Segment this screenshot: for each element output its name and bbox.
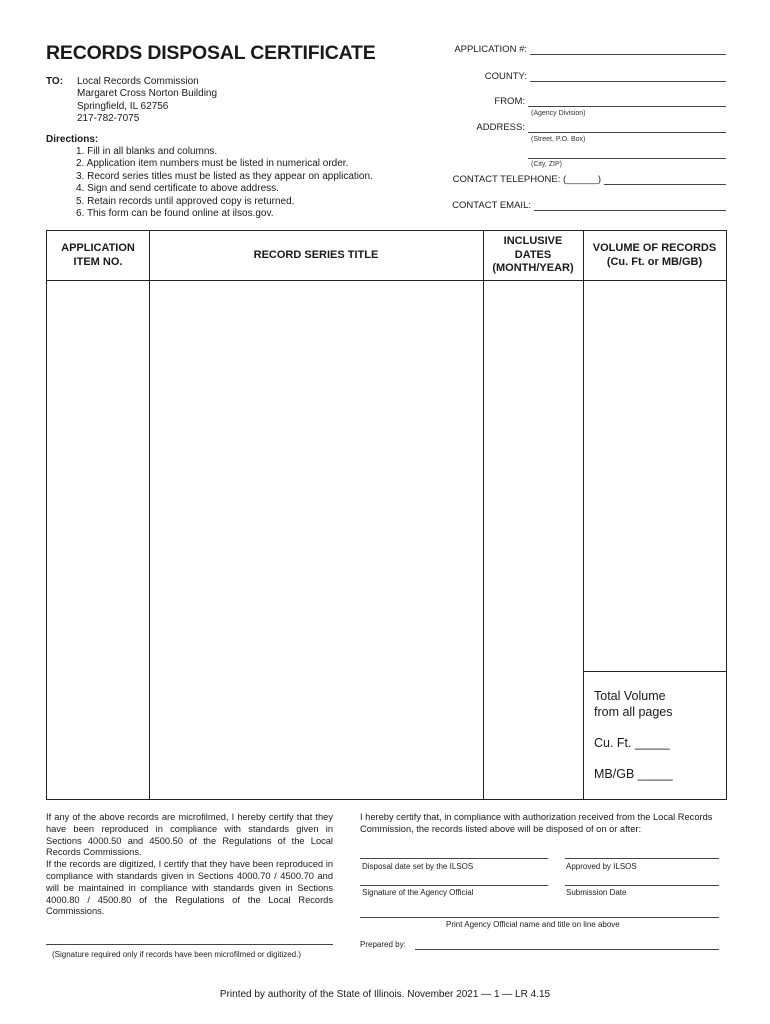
address-label: ADDRESS:	[476, 122, 525, 133]
total-volume-sublabel: from all pages	[594, 705, 673, 719]
column-divider	[149, 231, 150, 799]
header-volume-of-records: VOLUME OF RECORDS (Cu. Ft. or MB/GB)	[592, 242, 717, 268]
address-line[interactable]	[528, 122, 726, 133]
county-field[interactable]	[485, 71, 726, 82]
contact-telephone-label: CONTACT TELEPHONE: (______)	[452, 174, 601, 185]
from-label: FROM:	[494, 96, 525, 107]
contact-email-field[interactable]	[452, 200, 726, 211]
recipient-line: Margaret Cross Norton Building	[77, 88, 218, 100]
direction-item: 2. Application item numbers must be listed in numerical order.	[76, 158, 349, 170]
footer-note: Printed by authority of the State of Illinois. November 2021 — 1 — LR 4.15	[219, 989, 551, 1000]
application-number-field[interactable]	[454, 44, 726, 55]
city-zip-field[interactable]	[528, 148, 726, 159]
recipient-line: 217-782-7075	[77, 113, 140, 125]
recipient-line: Local Records Commission	[77, 76, 199, 87]
disposal-date-line[interactable]	[360, 858, 548, 859]
inclusive-dates-column-cell[interactable]	[485, 282, 581, 797]
total-volume-label: Total Volume	[594, 689, 666, 703]
disposal-date-caption: Disposal date set by the ILSOS	[362, 862, 474, 871]
application-number-line[interactable]	[530, 44, 726, 55]
submission-date-line[interactable]	[565, 885, 719, 886]
direction-item: 6. This form can be found online at ilsos.gov.	[76, 208, 274, 220]
prepared-by-label: Prepared by:	[360, 940, 406, 949]
submission-date-caption: Submission Date	[566, 888, 627, 897]
recipient-line: Springfield, IL 62756	[77, 100, 169, 112]
column-divider	[483, 231, 484, 799]
record-series-title-column-cell[interactable]	[151, 282, 481, 797]
contact-telephone-line[interactable]	[604, 174, 726, 185]
total-cuft-field[interactable]: Cu. Ft. _____	[594, 736, 670, 750]
from-subcaption: (Agency Division)	[531, 110, 586, 117]
contact-email-label: CONTACT EMAIL:	[452, 200, 531, 211]
form-title: RECORDS DISPOSAL CERTIFICATE	[46, 42, 376, 64]
from-line[interactable]	[528, 96, 726, 107]
city-zip-line[interactable]	[528, 148, 726, 159]
print-name-caption: Print Agency Official name and title on line above	[446, 920, 620, 929]
column-divider	[583, 231, 584, 799]
microfilm-certification	[46, 812, 333, 918]
direction-item: 5. Retain records until approved copy is returned.	[76, 195, 295, 207]
print-name-line[interactable]	[360, 917, 719, 918]
direction-item: 3. Record series titles must be listed as they appear on application.	[76, 170, 373, 182]
volume-column-cell[interactable]	[585, 282, 724, 669]
to-label: TO:	[46, 76, 64, 87]
total-divider	[583, 671, 726, 672]
item-no-column-cell[interactable]	[49, 282, 147, 797]
county-label: COUNTY:	[484, 71, 527, 82]
contact-email-line[interactable]	[534, 200, 726, 211]
microfilm-paragraph: If any of the above records are microfilmed, I hereby certify that they have been reproduced in compliance with standards given in Sections 4000.50 and 4500.50 of the Regulations of the Local Records Commissions.	[46, 812, 333, 858]
agency-signature-caption: Signature of the Agency Official	[362, 888, 474, 897]
from-field[interactable]	[494, 96, 726, 107]
county-line[interactable]	[530, 71, 726, 82]
agency-signature-line[interactable]	[360, 885, 548, 886]
direction-item: 4. Sign and send certificate to above address.	[76, 183, 279, 195]
directions-title: Directions:	[46, 134, 99, 145]
directions-list	[76, 146, 373, 220]
disposal-certification-text: I hereby certify that, in compliance with authorization received from the Local Records Commission, the records listed above will be disposed of on or after:	[360, 812, 713, 834]
address-field[interactable]	[476, 122, 726, 133]
application-number-label: APPLICATION #:	[454, 44, 527, 55]
total-mbgb-field[interactable]: MB/GB _____	[594, 767, 673, 781]
prepared-by-line[interactable]	[415, 949, 719, 950]
microfilm-signature-caption: (Signature required only if records have been microfilmed or digitized.)	[52, 950, 302, 959]
contact-telephone-field[interactable]	[453, 174, 726, 185]
header-inclusive-dates: INCLUSIVE DATES (MONTH/YEAR)	[492, 235, 574, 275]
approved-by-caption: Approved by ILSOS	[566, 862, 637, 871]
direction-item: 1. Fill in all blanks and columns.	[76, 146, 218, 157]
approved-by-line[interactable]	[565, 858, 719, 859]
header-record-series-title: RECORD SERIES TITLE	[253, 248, 379, 261]
city-zip-subcaption: (City, ZIP)	[531, 161, 562, 168]
recipient-address	[77, 76, 217, 126]
digitized-paragraph: If the records are digitized, I certify that they have been reproduced in compliance with standards given in Sections 4000.70 / 4500.70 and will be maintained in compliance with standards given in Sections 4000.80 / 4500.80 of the Regulations of the Local Records Commissions.	[46, 859, 333, 917]
address-subcaption: (Street, P.O. Box)	[531, 136, 586, 143]
microfilm-signature-line[interactable]	[46, 944, 333, 945]
header-application-item-no: APPLICATION ITEM NO.	[61, 242, 135, 268]
header-divider	[47, 280, 726, 281]
